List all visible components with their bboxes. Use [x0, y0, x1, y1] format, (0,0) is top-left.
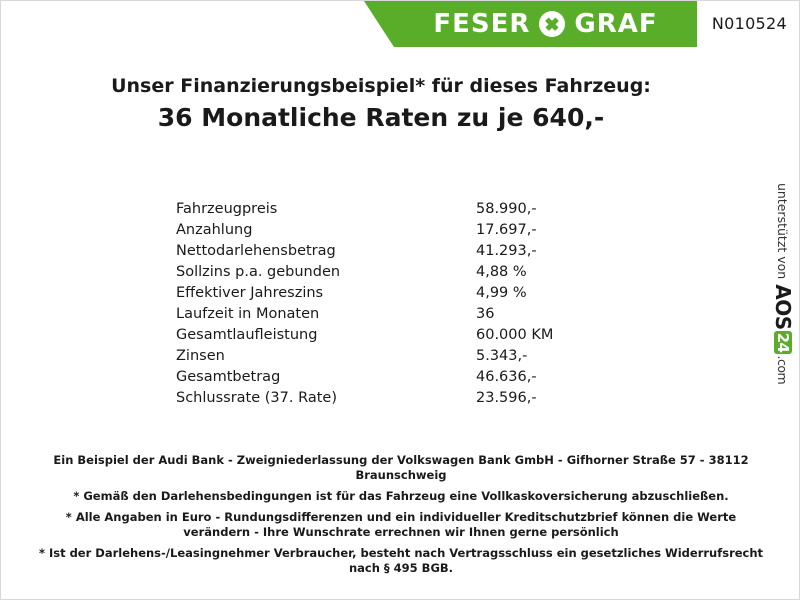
table-row [176, 220, 606, 241]
table-row [176, 199, 606, 220]
row-value: 4,99 % [476, 285, 527, 301]
supported-by-note [769, 183, 795, 443]
page-header [1, 1, 800, 47]
footnote-line: * Alle Angaben in Euro - Rundungsdifferenzen und ein individueller Kreditschutzbrief können die Werte verändern - Ihre Wunschrate errechnen wir Ihnen gerne persönlich [65, 510, 737, 539]
brand-logo [433, 9, 657, 39]
row-label: Anzahlung [176, 222, 253, 238]
row-value: 58.990,- [476, 201, 537, 217]
aos-logo-suffix: .com [775, 355, 791, 385]
aos-logo-badge: 24 [774, 332, 792, 353]
table-row [176, 304, 606, 325]
row-label: Gesamtlaufleistung [176, 327, 318, 343]
row-label: Laufzeit in Monaten [176, 306, 320, 322]
row-value: 4,88 % [476, 264, 527, 280]
table-row [176, 241, 606, 262]
table-row [176, 262, 606, 283]
table-row [176, 325, 606, 346]
aos24-logo [771, 284, 795, 384]
row-value: 46.636,- [476, 369, 537, 385]
row-label: Fahrzeugpreis [176, 201, 278, 217]
table-row [176, 367, 606, 388]
row-value: 17.697,- [476, 222, 537, 238]
aos-logo-text: AOS [771, 284, 795, 330]
brand-banner [394, 1, 697, 47]
table-row [176, 346, 606, 367]
row-value: 23.596,- [476, 390, 537, 406]
page-title [1, 73, 761, 135]
row-value: 60.000 KM [476, 327, 554, 343]
row-label: Sollzins p.a. gebunden [176, 264, 341, 280]
supported-by-label: unterstützt von [775, 183, 791, 280]
row-label: Zinsen [176, 348, 225, 364]
row-label: Gesamtbetrag [176, 369, 281, 385]
cross-logo-icon [539, 11, 565, 37]
title-line-1: Unser Finanzierungsbeispiel* für dieses Fahrzeug: [111, 75, 651, 97]
row-value: 5.343,- [476, 348, 528, 364]
footnote-line: * Gemäß den Darlehensbedingungen ist für das Fahrzeug eine Vollkaskoversicherung abzuschließen. [73, 489, 729, 503]
title-line-2: 36 Monatliche Raten zu je 640,- [157, 103, 605, 132]
brand-name-left: FESER [433, 9, 531, 39]
footnote-line: Ein Beispiel der Audi Bank - Zweigniederlassung der Volkswagen Bank GmbH - Gifhorner Straße 57 - 38112 Braunschweig [53, 453, 749, 482]
table-row [176, 283, 606, 304]
row-value: 41.293,- [476, 243, 537, 259]
row-label: Nettodarlehensbetrag [176, 243, 336, 259]
brand-name-right: GRAF [574, 9, 658, 39]
footnote-line: * Ist der Darlehens-/Leasingnehmer Verbraucher, besteht nach Vertragsschluss ein gesetzliches Widerrufsrecht nach § 495 BGB. [38, 546, 764, 575]
document-code: N010524 [711, 14, 787, 33]
finance-details-table [176, 199, 606, 409]
footnotes [31, 453, 771, 582]
table-row [176, 388, 606, 409]
row-value: 36 [476, 306, 495, 322]
row-label: Effektiver Jahreszins [176, 285, 324, 301]
row-label: Schlussrate (37. Rate) [176, 390, 337, 406]
